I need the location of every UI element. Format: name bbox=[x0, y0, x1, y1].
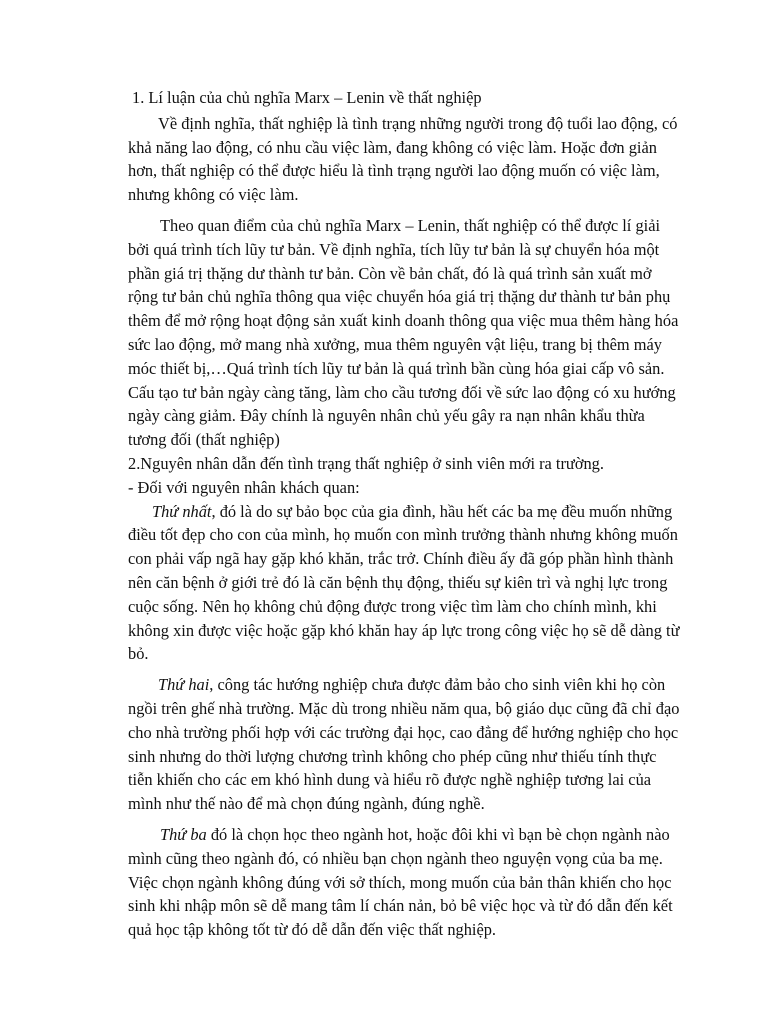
text-line: Về định nghĩa, thất nghiệp là tình trạng những người trong độ tuổi lao động, có bbox=[158, 113, 678, 133]
paragraph-definition bbox=[128, 112, 680, 207]
subheading-objective-causes: - Đối với nguyên nhân khách quan: bbox=[128, 477, 360, 497]
text-line: rộng tư bản chủ nghĩa thông qua việc chuyển hóa giá trị thặng dư thành tư bản phụ bbox=[128, 287, 671, 307]
text-line: sinh khi nhập môn sẽ dễ mang tâm lí chán nản, bỏ bê việc học và từ đó dẫn đến kết bbox=[128, 896, 673, 916]
text-line: mình cũng theo ngành đó, có nhiều bạn chọn ngành theo nguyện vọng của ba mẹ. bbox=[128, 848, 663, 868]
text-line: không xin được việc hoặc gặp khó khăn hay áp lực trong công việc họ sẽ dễ dàng từ bbox=[128, 620, 680, 640]
text-run: , đó là do sự bảo bọc của gia đình, hầu hết các ba mẹ đều muốn những bbox=[211, 501, 673, 521]
paragraph-third-cause bbox=[128, 823, 680, 942]
text-line: ngồi trên ghế nhà trường. Mặc dù trong nhiều năm qua, bộ giáo dục cũng đã chỉ đạo bbox=[128, 698, 680, 718]
text-line: con phải vấp ngã hay gặp khó khăn, trắc trở. Chính điều ấy đã góp phần hình thành bbox=[128, 549, 674, 569]
text-line: Việc chọn ngành không đúng với sở thích, mong muốn của bản thân khiến cho học bbox=[128, 872, 672, 892]
lead-term: Thứ hai bbox=[158, 675, 210, 695]
text-line: sức lao động, mở mang nhà xưởng, mua thêm nguyên vật liệu, trang bị thêm máy bbox=[128, 334, 663, 354]
text-line: khả năng lao động, có nhu cầu việc làm, đang không có việc làm. Hoặc đơn giản bbox=[128, 137, 657, 157]
text-line bbox=[128, 823, 680, 847]
text-line: ngày càng giảm. Đây chính là nguyên nhân chủ yếu gây ra nạn nhân khẩu thừa bbox=[128, 406, 645, 426]
paragraph-second-cause bbox=[128, 673, 680, 816]
text-line: nhưng không có việc làm. bbox=[128, 185, 299, 205]
section-heading-2: 2.Nguyên nhân dẫn đến tình trạng thất nghiệp ở sinh viên mới ra trường. bbox=[128, 453, 604, 473]
text-line bbox=[128, 500, 680, 524]
text-line: cuộc sống. Nên họ không chủ động được trong việc tìm làm cho chính mình, khi bbox=[128, 596, 657, 616]
text-line: mình như thế nào để mà chọn đúng ngành, đúng nghề. bbox=[128, 794, 485, 814]
section-heading-1: 1. Lí luận của chủ nghĩa Marx – Lenin về thất nghiệp bbox=[132, 88, 482, 107]
text-line: cho nhà trường phối hợp với các trường đại học, cao đẳng để hướng nghiệp cho học bbox=[128, 722, 679, 742]
text-line: Theo quan điểm của chủ nghĩa Marx – Lenin, thất nghiệp có thể được lí giải bbox=[160, 215, 661, 235]
text-line: nên căn bệnh ở giới trẻ đó là căn bệnh thụ động, thiếu sự kiên trì và nghị lực trong bbox=[128, 572, 668, 592]
text-line: điều tốt đẹp cho con của mình, họ muốn con mình trưởng thành nhưng không muốn bbox=[128, 525, 678, 545]
lead-term: Thứ nhất bbox=[152, 501, 212, 521]
text-line: sinh nhưng do thời lượng chương trình không cho phép cũng như thiếu tính thực bbox=[128, 746, 657, 766]
text-line bbox=[128, 673, 680, 697]
text-line: tiễn khiến cho các em khó hình dung và hiểu rõ được nghề nghiệp tương lai của bbox=[128, 770, 652, 790]
text-run: đó là chọn học theo ngành hot, hoặc đôi khi vì bạn bè chọn ngành nào bbox=[206, 824, 670, 844]
text-line: móc thiết bị,…Quá trình tích lũy tư bản là quá trình bần cùng hóa giai cấp vô sản. bbox=[128, 358, 665, 378]
text-line: bỏ. bbox=[128, 644, 149, 664]
paragraph-marx-lenin bbox=[128, 214, 680, 452]
text-line: Cấu tạo tư bản ngày càng tăng, làm cho cầu tương đối về sức lao động có xu hướng bbox=[128, 382, 676, 402]
text-line: quả học tập không tốt từ đó dễ dẫn đến việc thất nghiệp. bbox=[128, 920, 497, 940]
text-line: hơn, thất nghiệp có thể được hiểu là tình trạng người lao động muốn có việc làm, bbox=[128, 161, 660, 181]
text-line: phần giá trị thặng dư thành tư bản. Còn về bản chất, đó là quá trình sản xuất mở bbox=[128, 263, 652, 283]
text-line: bởi quá trình tích lũy tư bản. Về định nghĩa, tích lũy tư bản là sự chuyển hóa một bbox=[128, 239, 660, 259]
paragraph-first-cause bbox=[128, 500, 680, 667]
text-line: tương đối (thất nghiệp) bbox=[128, 430, 280, 450]
text-run: , công tác hướng nghiệp chưa được đảm bảo cho sinh viên khi họ còn bbox=[209, 675, 666, 695]
text-line: thêm để mở rộng hoạt động sản xuất kinh doanh thông qua việc mua thêm hàng hóa bbox=[128, 311, 679, 331]
lead-term: Thứ ba bbox=[160, 824, 207, 844]
